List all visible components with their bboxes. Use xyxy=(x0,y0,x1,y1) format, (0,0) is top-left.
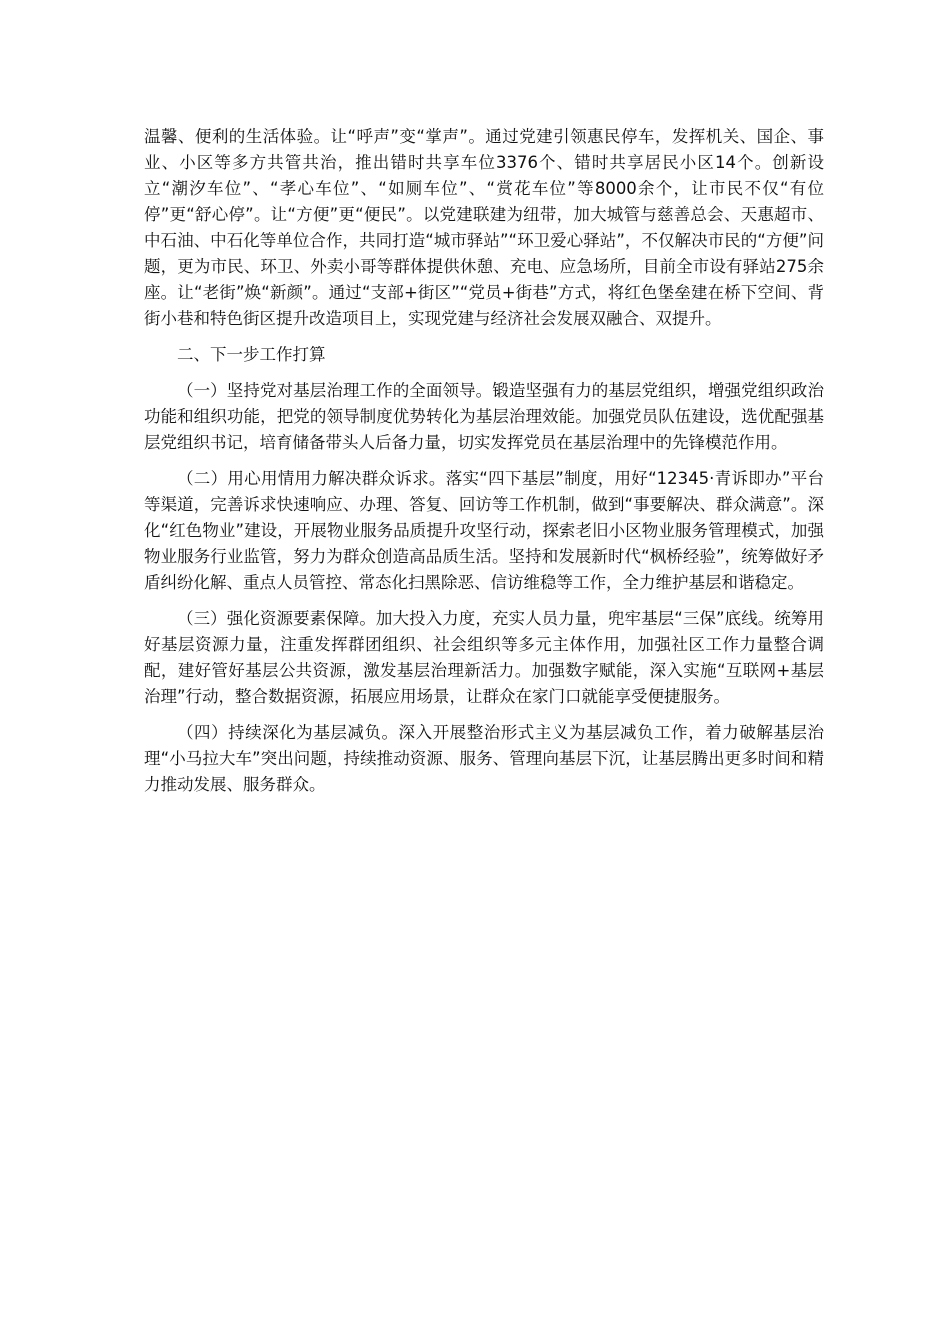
document-page xyxy=(144,124,824,798)
paragraph-item-4: （四）持续深化为基层减负。深入开展整治形式主义为基层减负工作，着力破解基层治理“小马拉大车”突出问题，持续推动资源、服务、管理向基层下沉，让基层腾出更多时间和精力推动发展、服务群众。 xyxy=(144,723,824,794)
paragraph-item-1: （一）坚持党对基层治理工作的全面领导。锻造坚强有力的基层党组织，增强党组织政治功能和组织功能，把党的领导制度优势转化为基层治理效能。加强党员队伍建设，选优配强基层党组织书记，培育储备带头人后备力量，切实发挥党员在基层治理中的先锋模范作用。 xyxy=(144,381,824,452)
paragraph-item-3: （三）强化资源要素保障。加大投入力度，充实人员力量，兜牢基层“三保”底线。统筹用好基层资源力量，注重发挥群团组织、社会组织等多元主体作用，加强社区工作力量整合调配，建好管好基层公共资源，激发基层治理新活力。加强数字赋能，深入实施“互联网+基层治理”行动，整合数据资源，拓展应用场景，让群众在家门口就能享受便捷服务。 xyxy=(144,609,824,706)
section-heading: 二、下一步工作打算 xyxy=(177,345,326,364)
paragraph-continued: 温馨、便利的生活体验。让“呼声”变“掌声”。通过党建引领惠民停车，发挥机关、国企、事业、小区等多方共管共治，推出错时共享车位3376个、错时共享居民小区14个。创新设立“潮汐车位”、“孝心车位”、“如厕车位”、“赏花车位”等8000余个，让市民不仅“有位停”更“舒心停”。让“方便”更“便民”。以党建联建为纽带，加大城管与慈善总会、天惠超市、中石油、中石化等单位合作，共同打造“城市驿站”“环卫爱心驿站”，不仅解决市民的“方便”问题，更为市民、环卫、外卖小哥等群体提供休憩、充电、应急场所，目前全市设有驿站275余座。让“老街”焕“新颜”。通过“支部+街区”“党员+街巷”方式，将红色堡垒建在桥下空间、背街小巷和特色街区提升改造项目上，实现党建与经济社会发展双融合、双提升。 xyxy=(144,127,824,328)
paragraph-item-2: （二）用心用情用力解决群众诉求。落实“四下基层”制度，用好“12345·青诉即办”平台等渠道，完善诉求快速响应、办理、答复、回访等工作机制，做到“事要解决、群众满意”。深化“红色物业”建设，开展物业服务品质提升攻坚行动，探索老旧小区物业服务管理模式，加强物业服务行业监管，努力为群众创造高品质生活。坚持和发展新时代“枫桥经验”，统筹做好矛盾纠纷化解、重点人员管控、常态化扫黑除恶、信访维稳等工作，全力维护基层和谐稳定。 xyxy=(144,469,824,592)
